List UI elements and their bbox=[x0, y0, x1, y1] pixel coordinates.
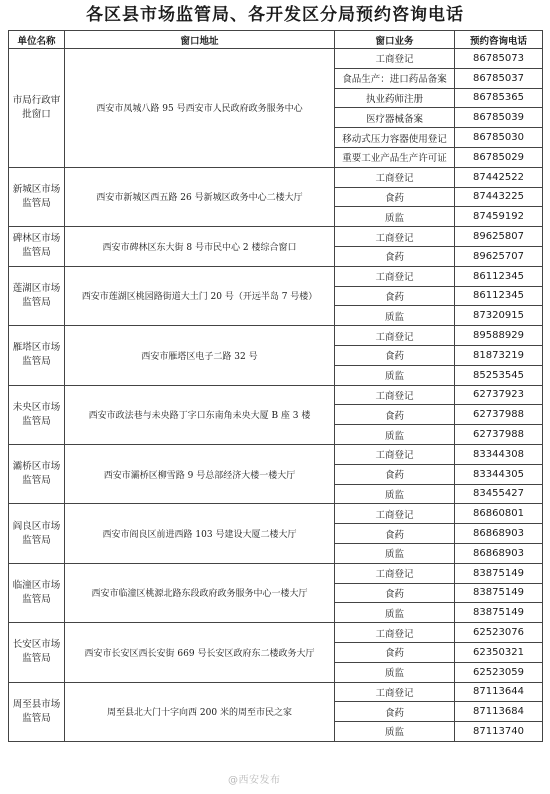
window-business-cell: 食药 bbox=[335, 583, 455, 603]
unit-name-cell: 碑林区市场监管局 bbox=[9, 227, 65, 267]
phone-number-cell: 81873219 bbox=[455, 345, 543, 365]
window-business-cell: 执业药师注册 bbox=[335, 88, 455, 108]
window-business-cell: 工商登记 bbox=[335, 326, 455, 346]
window-business-cell: 工商登记 bbox=[335, 385, 455, 405]
window-business-cell: 食药 bbox=[335, 246, 455, 266]
window-business-cell: 工商登记 bbox=[335, 266, 455, 286]
window-address-cell: 西安市碑林区东大街 8 号市民中心 2 楼综合窗口 bbox=[65, 227, 335, 267]
window-business-cell: 质监 bbox=[335, 603, 455, 623]
phone-number-cell: 83344308 bbox=[455, 444, 543, 464]
phone-number-cell: 87459192 bbox=[455, 207, 543, 227]
phone-number-cell: 87320915 bbox=[455, 306, 543, 326]
watermark: @西安发布 bbox=[228, 775, 281, 786]
window-address-cell: 西安市阎良区前进西路 103 号建设大厦二楼大厅 bbox=[65, 504, 335, 563]
phone-number-cell: 87113684 bbox=[455, 702, 543, 722]
phone-number-cell: 86785029 bbox=[455, 147, 543, 167]
phone-number-cell: 89625807 bbox=[455, 227, 543, 247]
phone-number-cell: 86868903 bbox=[455, 524, 543, 544]
window-business-cell: 质监 bbox=[335, 306, 455, 326]
phone-number-cell: 85253545 bbox=[455, 365, 543, 385]
phone-number-cell: 83344305 bbox=[455, 464, 543, 484]
window-business-cell: 移动式压力容器使用登记 bbox=[335, 128, 455, 148]
table-row bbox=[9, 444, 543, 464]
window-business-cell: 医疗器械备案 bbox=[335, 108, 455, 128]
phone-number-cell: 86785037 bbox=[455, 68, 543, 88]
window-business-cell: 质监 bbox=[335, 365, 455, 385]
header-address: 窗口地址 bbox=[65, 31, 335, 49]
table-row bbox=[9, 167, 543, 187]
table-row bbox=[9, 563, 543, 583]
phone-number-cell: 86785030 bbox=[455, 128, 543, 148]
table-row bbox=[9, 385, 543, 405]
window-business-cell: 食药 bbox=[335, 345, 455, 365]
phone-number-cell: 86860801 bbox=[455, 504, 543, 524]
contact-table bbox=[8, 30, 543, 742]
phone-number-cell: 86868903 bbox=[455, 543, 543, 563]
page-title: 各区县市场监管局、各开发区分局预约咨询电话 bbox=[86, 5, 464, 25]
window-business-cell: 质监 bbox=[335, 207, 455, 227]
unit-name-cell: 莲湖区市场监管局 bbox=[9, 266, 65, 325]
table-row bbox=[9, 326, 543, 346]
window-business-cell: 工商登记 bbox=[335, 49, 455, 69]
window-business-cell: 质监 bbox=[335, 662, 455, 682]
table-row bbox=[9, 227, 543, 247]
window-business-cell: 食药 bbox=[335, 464, 455, 484]
phone-number-cell: 86112345 bbox=[455, 286, 543, 306]
phone-number-cell: 87443225 bbox=[455, 187, 543, 207]
header-unit: 单位名称 bbox=[9, 31, 65, 49]
unit-name-cell: 未央区市场监管局 bbox=[9, 385, 65, 444]
phone-number-cell: 86785073 bbox=[455, 49, 543, 69]
window-address-cell: 周至县北大门十字向西 200 米的周至市民之家 bbox=[65, 682, 335, 741]
table-row bbox=[9, 623, 543, 643]
phone-number-cell: 83875149 bbox=[455, 583, 543, 603]
window-business-cell: 工商登记 bbox=[335, 623, 455, 643]
table-header-row bbox=[9, 31, 543, 49]
unit-name-cell: 灞桥区市场监管局 bbox=[9, 444, 65, 503]
phone-number-cell: 87442522 bbox=[455, 167, 543, 187]
phone-number-cell: 62737988 bbox=[455, 405, 543, 425]
window-address-cell: 西安市新城区西五路 26 号新城区政务中心二楼大厅 bbox=[65, 167, 335, 226]
unit-name-cell: 周至县市场监管局 bbox=[9, 682, 65, 741]
unit-name-cell: 雁塔区市场监管局 bbox=[9, 326, 65, 385]
window-business-cell: 食药 bbox=[335, 524, 455, 544]
unit-name-cell: 新城区市场监管局 bbox=[9, 167, 65, 226]
phone-number-cell: 62523076 bbox=[455, 623, 543, 643]
window-business-cell: 质监 bbox=[335, 425, 455, 445]
table-row bbox=[9, 682, 543, 702]
window-address-cell: 西安市政法巷与未央路丁字口东南角未央大厦 B 座 3 楼 bbox=[65, 385, 335, 444]
phone-number-cell: 62523059 bbox=[455, 662, 543, 682]
window-business-cell: 食药 bbox=[335, 702, 455, 722]
phone-number-cell: 83875149 bbox=[455, 563, 543, 583]
window-address-cell: 西安市长安区西长安街 669 号长安区政府东二楼政务大厅 bbox=[65, 623, 335, 682]
window-address-cell: 西安市临潼区桃源北路东段政府政务服务中心一楼大厅 bbox=[65, 563, 335, 622]
phone-number-cell: 87113740 bbox=[455, 722, 543, 742]
header-business: 窗口业务 bbox=[335, 31, 455, 49]
window-address-cell: 西安市凤城八路 95 号西安市人民政府政务服务中心 bbox=[65, 49, 335, 168]
phone-number-cell: 62737923 bbox=[455, 385, 543, 405]
table-row bbox=[9, 266, 543, 286]
window-business-cell: 工商登记 bbox=[335, 504, 455, 524]
window-business-cell: 工商登记 bbox=[335, 167, 455, 187]
phone-number-cell: 89588929 bbox=[455, 326, 543, 346]
window-business-cell: 食药 bbox=[335, 187, 455, 207]
unit-name-cell: 市局行政审批窗口 bbox=[9, 49, 65, 168]
window-business-cell: 工商登记 bbox=[335, 682, 455, 702]
phone-number-cell: 87113644 bbox=[455, 682, 543, 702]
phone-number-cell: 62737988 bbox=[455, 425, 543, 445]
window-business-cell: 质监 bbox=[335, 722, 455, 742]
window-business-cell: 工商登记 bbox=[335, 444, 455, 464]
window-address-cell: 西安市莲湖区桃园路街道大土门 20 号（开远半岛 7 号楼） bbox=[65, 266, 335, 325]
header-phone: 预约咨询电话 bbox=[455, 31, 543, 49]
table-row bbox=[9, 49, 543, 69]
table-row bbox=[9, 504, 543, 524]
phone-number-cell: 86785039 bbox=[455, 108, 543, 128]
window-business-cell: 质监 bbox=[335, 484, 455, 504]
window-business-cell: 食药 bbox=[335, 642, 455, 662]
window-business-cell: 质监 bbox=[335, 543, 455, 563]
window-business-cell: 食药 bbox=[335, 286, 455, 306]
table-body bbox=[9, 49, 543, 742]
window-business-cell: 工商登记 bbox=[335, 563, 455, 583]
phone-number-cell: 62350321 bbox=[455, 642, 543, 662]
phone-number-cell: 86112345 bbox=[455, 266, 543, 286]
unit-name-cell: 阎良区市场监管局 bbox=[9, 504, 65, 563]
phone-number-cell: 89625707 bbox=[455, 246, 543, 266]
phone-number-cell: 83455427 bbox=[455, 484, 543, 504]
window-business-cell: 食品生产：进口药品备案 bbox=[335, 68, 455, 88]
phone-number-cell: 86785365 bbox=[455, 88, 543, 108]
window-business-cell: 工商登记 bbox=[335, 227, 455, 247]
unit-name-cell: 临潼区市场监管局 bbox=[9, 563, 65, 622]
window-address-cell: 西安市灞桥区柳雪路 9 号总部经济大楼一楼大厅 bbox=[65, 444, 335, 503]
phone-number-cell: 83875149 bbox=[455, 603, 543, 623]
unit-name-cell: 长安区市场监管局 bbox=[9, 623, 65, 682]
window-business-cell: 重要工业产品生产许可证 bbox=[335, 147, 455, 167]
window-address-cell: 西安市雁塔区电子二路 32 号 bbox=[65, 326, 335, 385]
window-business-cell: 食药 bbox=[335, 405, 455, 425]
